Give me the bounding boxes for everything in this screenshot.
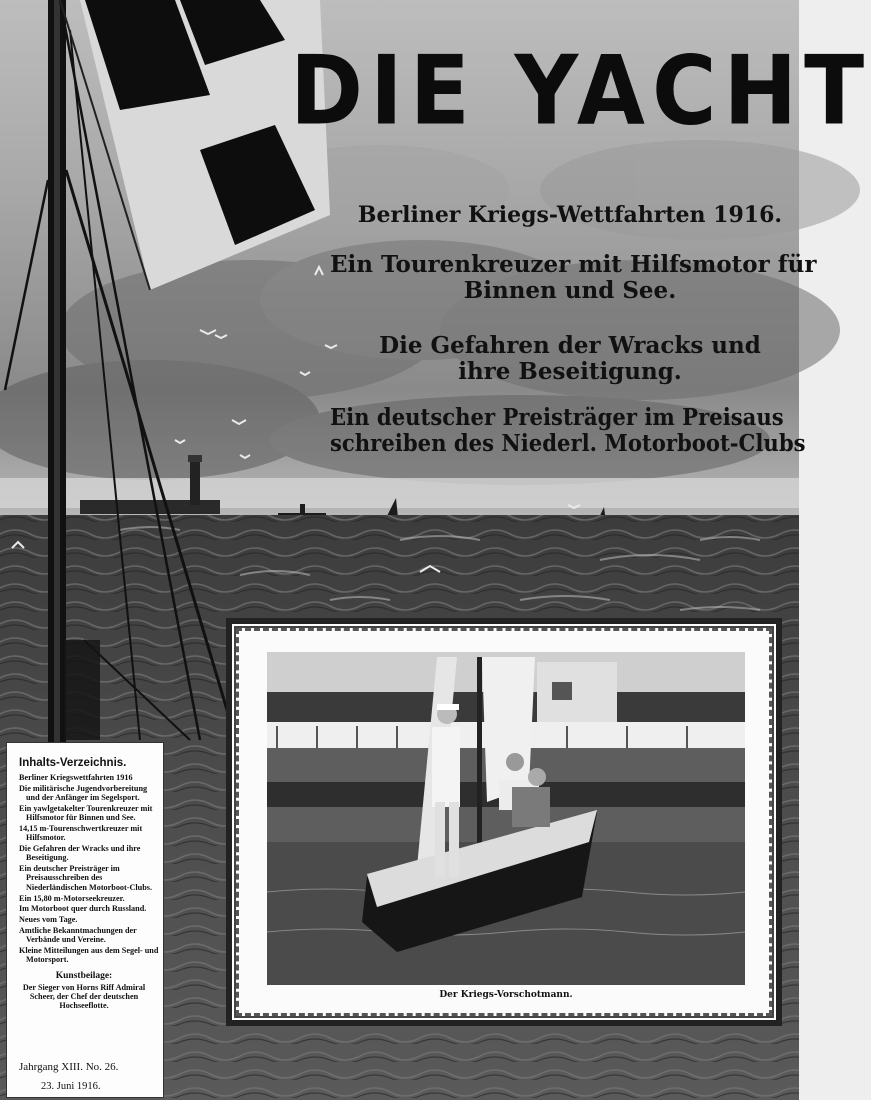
toc-item: Die militärische Jugendvorbereitung und der Anfänger im Segelsport.	[19, 783, 148, 803]
headline-4-line-b: schreiben des Niederl. Motorboot-Clubs	[330, 430, 806, 458]
headline-2	[330, 251, 817, 305]
toc-item: Kleine Mitteilungen aus dem Segel- und Motorsport.	[19, 946, 159, 965]
headline-3-line-a: Die Gefahren der Wracks und	[379, 332, 761, 359]
headline-2-line-a: Ein Tourenkreuzer mit Hilfsmotor für	[330, 251, 817, 278]
issue-number: Jahrgang XIII. No. 26.	[19, 1061, 119, 1073]
toc-item: Ein deutscher Preisträger im Preisausschreiben des Niederländischen Motorboot-Clubs.	[19, 864, 152, 892]
headline-1: Berliner Kriegs-Wettfahrten 1916.	[357, 202, 783, 228]
toc-item: Die Gefahren der Wracks und ihre Beseitigung.	[19, 844, 141, 863]
toc-item: Ein yawlgetakelter Tourenkreuzer mit Hilfsmotor für Binnen und See.	[19, 803, 153, 823]
toc-item: Ein 15,80 m-Motorseekreuzer.	[19, 893, 125, 903]
table-of-contents	[6, 742, 164, 1098]
magazine-title: DIE YACHT	[290, 34, 871, 147]
headline-4	[330, 404, 806, 458]
sailboat-photo	[267, 652, 745, 985]
headline-3-line-b: ihre Beseitigung.	[458, 358, 682, 386]
toc-item: Im Motorboot quer durch Russland.	[19, 904, 147, 914]
headline-4-line-a: Ein deutscher Preisträger im Preisaus	[330, 404, 784, 431]
toc-item: Neues vom Tage.	[19, 915, 78, 925]
toc-item: Berliner Kriegswettfahrten 1916	[19, 773, 133, 782]
photo	[267, 652, 745, 985]
toc-title: Inhalts-Verzeichnis.	[19, 757, 127, 769]
issue-date: 23. Juni 1916.	[41, 1081, 101, 1092]
toc-item: Amtliche Bekanntmachungen der Verbände und Vereine.	[19, 925, 137, 945]
headline-3	[330, 333, 810, 386]
photo-caption: Der Kriegs-Vorschotmann.	[439, 990, 573, 1000]
supplement-text: Der Sieger von Horns Riff Admiral Scheer, der Chef der deutschen Hochseeflotte.	[22, 982, 146, 1011]
toc-item: 14,15 m-Tourenschwertkreuzer mit Hilfsmotor.	[19, 823, 143, 843]
supplement-title: Kunstbeilage:	[55, 970, 113, 981]
headline-2-line-b: Binnen und See.	[463, 277, 677, 305]
